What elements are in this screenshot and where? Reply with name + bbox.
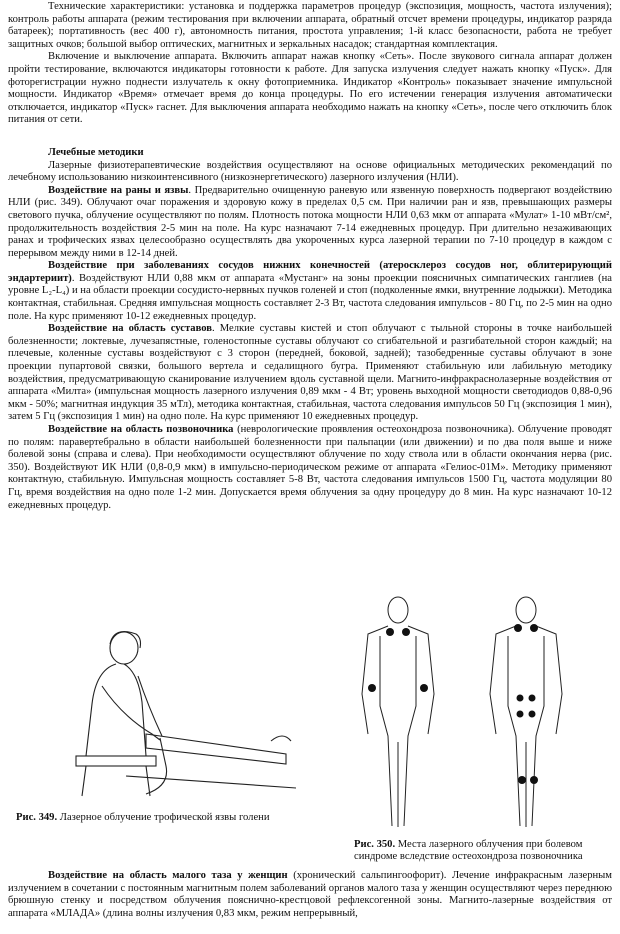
pelvis-text: (хронический сальпингоофорит). Лечение инфракрасным лазерным излучением в сочетании с постоянным магнитным полем заболеваний органов малого таза у женщин осуществляют через переднюю брюшную стенку и посредством облучения пояснично-крестцовой рефлексогенной зоны. Магнито-лазерные воздействия от аппарата «МЛАДА» (длина волны излучения 0,83 мкм, режим непрерывный,	[8, 870, 613, 919]
spine-paragraph	[8, 424, 612, 512]
methods-intro-paragraph: Лазерные физиотерапевтические воздействия осуществляют на основе официальных методических рекомендаций по лечебному использованию низкоинтенсивного (низкоэнергетического) лазерного излучения (НЛИ).	[8, 159, 612, 184]
spine-text: (неврологические проявления остеохондроза позвоночника). Облучение проводят по полям: паравертебрально в области наибольшей болезненности при пальпации (или движении) и по два поля выше и ниже болевой зоны (справа и слева). При необходимости осуществляют облучение по ходу ствола или в области окончания нерва (рис. 350). Воздействуют ИК НЛИ (0,8-0,9 мкм) в импульсно-периодическом режиме от аппарата «Гелиос-01М». Методику применяют контактную, стабильную. Импульсная мощность составляет 5-8 Вт, частота следования импульсов 1500 Гц, частота модуляции 80 Гц, время воздействия на одно поле 1-2 мин. Допускается время облучения за одну процедуру до 8 мин. На курс назначают 10-12 ежедневных процедур.	[8, 424, 612, 511]
figure-349-text: Лазерное облучение трофической язвы голени	[57, 812, 270, 823]
figure-350-text: Места лазерного облучения при болевом синдроме вследствие остеохондроза позвоночника	[354, 838, 583, 863]
power-on-paragraph: Включение и выключение аппарата. Включить аппарат нажав кнопку «Сеть». После звукового сигнала аппарат должен пройти тестирование, включаются индикаторы готовности к работе. Для запуска излучения следует нажать кнопку «Пуск». Для фоторегистрации нужно поднести излучатель к окну фотоприемника. Индикатор «Контроль» показывает значение импульсной мощности. Индикатор «Время» отмечает время до конца процедуры. По его истечении генерация излучения автоматически отключается, индикатор «Пуск» гаснет. Для выключения аппарата необходимо нажать на кнопку «Сеть», после чего отключить блок питания от сети.	[8, 51, 612, 126]
figure-349-number: Рис. 349.	[16, 812, 58, 823]
section-heading: Лечебные методики	[48, 146, 144, 158]
vessels-heading: Воздействие при заболеваниях сосудов нижних конечностей (атеросклероз сосудов ног, облитерирующий эндартериит)	[8, 260, 612, 284]
pelvis-paragraph	[8, 870, 612, 920]
vessels-paragraph	[8, 260, 612, 323]
joints-text: . Мелкие суставы кистей и стоп облучают с тыльной стороны в точке наибольшей болезненности; локтевые, лучезапястные, голеностопные суставы облучают со сгибательной и разгибательной сторон каждый; на плечевые, коленные суставы воздействуют с 3 сторон (передней, боковой, задней); тазобедренные суставы облучают в зоне проекции пупартовой связки, большого вертела и седалищного бугра. Применяют стабильную или лабильную методику воздействия, предусматривающую сканирование излучением вдоль суставной щели. Магнито-инфракраснолазерные воздействия от аппарата «Милта» (импульсная мощность лазерного излучения 0,89 мкм - 4 Вт; уровень выходной мощности светодиодов 0,88-0,96 мкм - 50%; магнитная индукция 35 мТл), методика контактная, стабильная, частота следования импульсов 50 Гц (экспозиция 1 мин), затем 5 Гц (экспозиция 1 мин) на одно поле. На курс применяют 10 ежедневных процедур.	[8, 323, 612, 423]
laser-points	[368, 624, 538, 784]
vessels-text: . Воздействуют НЛИ 0,88 мкм от аппарата «Мустанг» на зоны проекции поясничных симпатических ганглиев (на уровне L₂-L₄) и на области проекции сосудисто-нервных пучков голеней и стоп (подколенные ямки, внутренние лодыжки). Методика контактная, стабильная. Средняя импульсная мощность составляет 2-3 Вт, частота следования импульсов - 80 Гц, по 2-5 мин на одно поле. На курс применяют 10-12 ежедневных процедур.	[8, 272, 612, 322]
figure-349-caption	[16, 812, 296, 825]
figure-349	[16, 606, 296, 825]
pelvis-heading: Воздействие на область малого таза у женщин	[48, 870, 288, 881]
laser-treatment-illustration	[16, 606, 296, 806]
wounds-text: . Предварительно очищенную раневую или язвенную поверхность подвергают воздействию НЛИ (рис. 349). Облучают очаг поражения и здоровую кожу в пределах 0,5 см. При наличии ран и язв, превышающих размеры светового пучка, облучение осуществляют по полям. Плотность потока мощности НЛИ 0,63 мкм от аппарата «Мулат» 1-10 мВт/см², продолжительность воздействия 2-5 мин на поле. На курс назначают 7-14 ежедневных процедур. При длительно незаживающих ранах и трофических язвах целесообразно осуществлять два укороченных курса лазерной терапии по 7-10 процедур в каждом с перерывом между ними в 12-14 дней.	[8, 184, 613, 259]
intro-section	[8, 1, 612, 512]
pelvis-section	[8, 870, 612, 920]
tech-specs-paragraph: Технические характеристики: установка и поддержка параметров процедур (экспозиция, мощность, частота излучения); контроль работы аппарата (режим тестирования при включении аппарата, обратный отсчет времени процедуры, индикатор разряда батареек); портативность (вес 400 г), автономность питания, простота управления; 1-й класс безопасности, работа не требует защитных очков; большой выбор оптических, магнитных и зеркальных насадок; стандартная комплектация.	[8, 1, 612, 50]
figure-350	[350, 592, 612, 864]
figure-350-number: Рис. 350.	[354, 838, 396, 850]
wounds-heading: Воздействие на раны и язвы	[48, 184, 189, 196]
spine-heading: Воздействие на область позвоночника	[48, 424, 234, 435]
wounds-paragraph	[8, 185, 612, 261]
joints-paragraph	[8, 323, 612, 424]
joints-heading: Воздействие на область суставов	[48, 323, 212, 335]
figure-350-caption	[350, 839, 612, 864]
body-points-illustration	[350, 592, 612, 832]
